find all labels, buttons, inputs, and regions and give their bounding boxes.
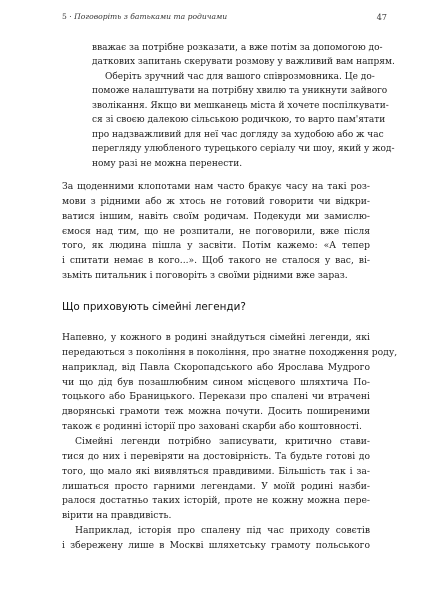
body-line: наприклад, від Павла Скоропадського або Ярослава Мудрого bbox=[62, 361, 370, 373]
body-line: вірити на правдивість. bbox=[62, 510, 172, 522]
chapter-title: Поговоріть з батьками та родичами bbox=[74, 12, 228, 21]
body-line: також є родинні історії про заховані скарби або коштовності. bbox=[62, 421, 362, 433]
running-head bbox=[62, 12, 387, 26]
paragraph-2 bbox=[62, 331, 398, 435]
body-line: передаються з покоління в покоління, про знатне походження роду, bbox=[62, 346, 398, 358]
paragraph-4 bbox=[62, 524, 370, 554]
body-line: За щоденними клопотами нам часто бракує часу на такі роз- bbox=[62, 181, 370, 192]
chapter-label bbox=[62, 12, 227, 21]
body-line: зьміть питальник і поговоріть з своїми рідними вже зараз. bbox=[62, 270, 348, 282]
body-line: лишаться просто гарними легендами. У моїй родині назби- bbox=[62, 480, 370, 492]
inset-line: зволікання. Якщо ви мешканець міста й хочете поспілкувати- bbox=[92, 100, 389, 111]
inset-line: ся зі своєю далекою сільською родичкою, то варто пам'ятати bbox=[92, 115, 386, 126]
section-heading: Що приховують сімейні легенди? bbox=[62, 301, 246, 313]
inset-line: даткових запитань скерувати розмову у важливий вам напрям. bbox=[92, 57, 395, 68]
page-number: 47 bbox=[376, 12, 387, 22]
body-line: того, що мало які виявляться правдивими. Більшість так і за- bbox=[62, 465, 370, 477]
body-line: і спитати немає в кого...». Щоб такого не сталося у вас, ві- bbox=[62, 255, 370, 267]
body-line: ватися іншим, навіть своїм родичам. Подекуди ми замислю- bbox=[62, 210, 370, 222]
inset-line: про надзважливий для неї час догляду за худобою або ж час bbox=[92, 129, 384, 140]
inset-line: перегляду улюбленого турецького серіалу чи шоу, який у жод- bbox=[92, 144, 395, 155]
body-line: мови з рідними або ж хтось не готовий говорити чи відкри- bbox=[62, 195, 370, 207]
inset-paragraph bbox=[92, 41, 395, 171]
body-line: тися до них і перевіряти на достовірність. Та будьте готові до bbox=[62, 450, 370, 462]
body-line: тоцького або Браницького. Перекази про спалені чи втрачені bbox=[62, 391, 370, 403]
body-line: чи що дід був позашлюбним сином місцевого шляхтича По- bbox=[62, 376, 370, 388]
body-line: ємося над тим, що не розпитали, не поговорили, вже після bbox=[62, 225, 370, 237]
body-line: Напевно, у кожного в родині знайдуться сімейні легенди, які bbox=[62, 332, 370, 343]
inset-line: Оберіть зручний час для вашого співрозмовника. Це до- bbox=[105, 71, 375, 82]
chapter-separator: · bbox=[69, 12, 72, 21]
body-line: Наприклад, історія про спалену під час приходу совєтів bbox=[75, 525, 370, 536]
inset-line: поможе налаштувати на потрібну хвилю та уникнути зайвого bbox=[92, 86, 388, 97]
body-line: і збережену лише в Москві шляхетську грамоту польського bbox=[62, 539, 370, 551]
paragraph-3 bbox=[62, 435, 370, 524]
inset-line: вважає за потрібне розказати, а вже потім за допомогою до- bbox=[92, 43, 383, 53]
chapter-number: 5 bbox=[62, 12, 67, 21]
inset-line: ному разі не можна перенести. bbox=[92, 158, 243, 169]
body-line: дворянські грамоти теж можна почути. Досить поширеними bbox=[62, 406, 370, 418]
paragraph-1 bbox=[62, 180, 370, 284]
body-line: того, як людина пішла у засвіти. Потім кажемо: «А тепер bbox=[62, 240, 370, 252]
body-line: ралося достатньо таких історій, проте не кожну можна пере- bbox=[62, 495, 370, 507]
body-line: Сімейні легенди потрібно записувати, критично стави- bbox=[75, 436, 370, 447]
